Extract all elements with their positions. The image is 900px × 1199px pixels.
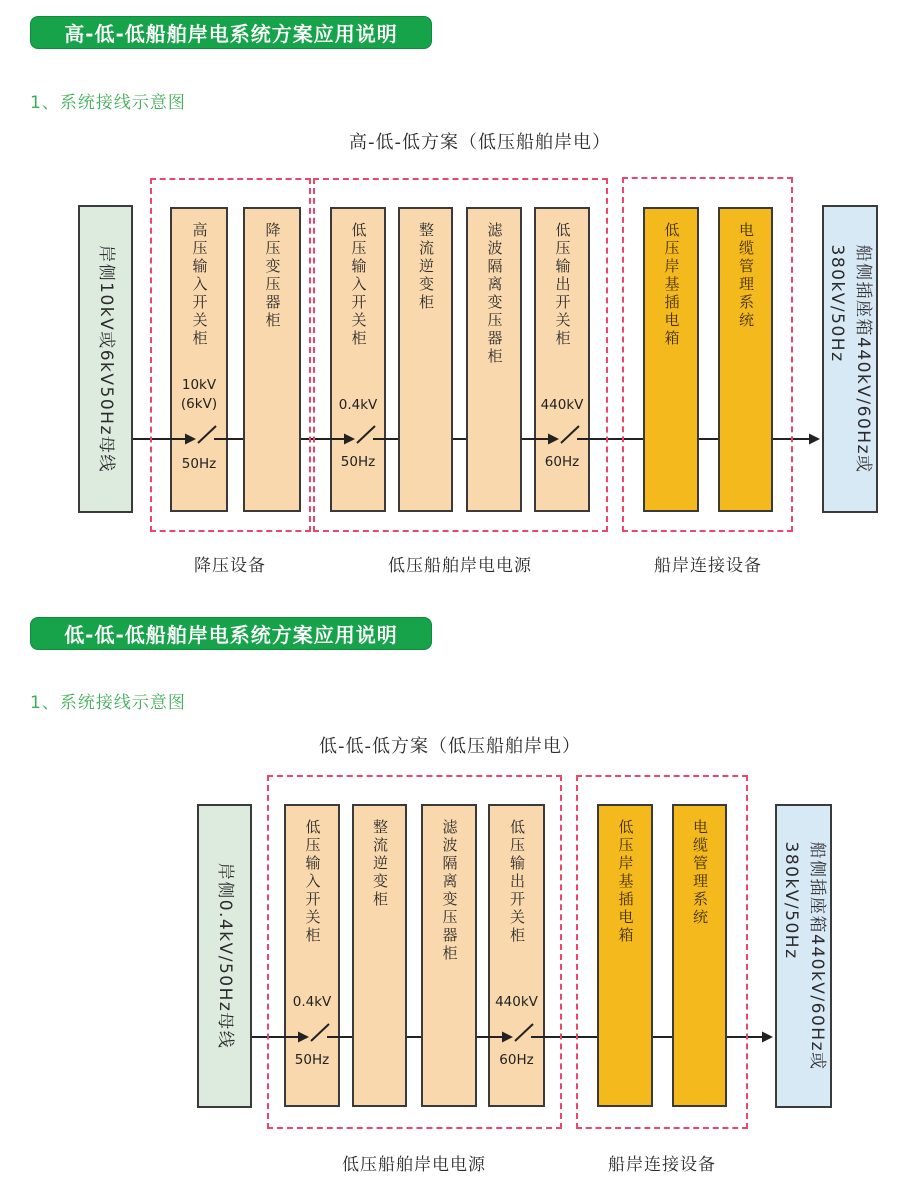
stepdown-transformer-label: 降压变压器柜 [263,222,282,330]
scheme1-diagram-title: 高-低-低方案（低压船舶岸电） [349,132,611,153]
cable-management-label: 电缆管理系统 [737,222,755,330]
scheme2-shore-bus-label: 岸侧0.4kV/50Hz母线 [214,862,235,1050]
filter-isolation-transformer-label: 滤波隔离变压器柜 [440,819,459,963]
scheme1-subheading: 1、系统接线示意图 [30,93,186,113]
hv-input-frequency-label: 50Hz [181,456,217,472]
lv-output-switchgear-label: 低压输出开关柜 [508,819,526,945]
lv-input-switchgear-label: 低压输入开关柜 [349,222,368,348]
scheme2-badge: 低-低-低船舶岸电系统方案应用说明 [30,617,432,650]
scheme1-group3-caption: 船岸连接设备 [654,556,762,576]
scheme1-group1-caption: 降压设备 [194,556,266,576]
scheme1-group2-caption: 低压船舶岸电电源 [388,556,532,576]
scheme1-shore-plug-box [643,207,699,512]
scheme2-cable-management-box [672,804,727,1107]
scheme2-shore-bus-box [197,804,252,1108]
scheme1-shore-bus-label: 岸侧10kV或6kV50Hz母线 [95,245,116,473]
scheme1-ship-socket-box [822,205,878,513]
lv-output-voltage-label: 440kV [540,397,584,413]
hv-input-switchgear-label: 高压输入开关柜 [190,222,209,348]
rectifier-inverter-label: 整流逆变柜 [371,819,389,909]
lv-output-frequency-label: 60Hz [499,1052,534,1068]
scheme1-badge: 高-低-低船舶岸电系统方案应用说明 [30,16,432,49]
shore-plug-box-label: 低压岸基插电箱 [616,819,635,945]
scheme2-rectifier-inverter-box [352,804,407,1107]
lv-output-switchgear-label: 低压输出开关柜 [553,222,572,348]
cable-management-label: 电缆管理系统 [691,819,709,927]
scheme2-shore-plug-box [597,804,653,1107]
ship-socket-label-line1: 船侧插座箱440kV/60Hz或 [853,244,873,474]
scheme2-filter-isolation-transformer-box [421,804,477,1107]
scheme1-filter-isolation-transformer-box [466,207,522,512]
scheme1-shore-bus-box [78,205,133,513]
lv-output-voltage-label: 440kV [495,994,538,1010]
scheme1-cable-management-box [718,207,773,512]
lv-input-switchgear-label: 低压输入开关柜 [303,819,322,945]
stepdown-transformer-box [243,207,301,512]
scheme2-group3-caption: 船岸连接设备 [608,1155,716,1175]
scheme2-ship-socket-box [775,804,832,1108]
scheme1-rectifier-inverter-box [398,207,453,512]
hv-input-voltage-label: 10kV (6kV) [180,377,218,412]
ship-socket-label-line2: 380kV/50Hz [780,841,801,960]
lv-input-voltage-label: 0.4kV [292,994,332,1010]
lv-output-frequency-label: 60Hz [544,454,580,470]
ship-socket-label-line1: 船侧插座箱440kV/60Hz或 [806,841,827,1071]
lv-input-frequency-label: 50Hz [294,1052,330,1068]
lv-input-frequency-label: 50Hz [340,454,376,470]
scheme2-diagram-title: 低-低-低方案（低压船舶岸电） [319,736,581,757]
ship-socket-label-line2: 380kV/50Hz [827,244,847,363]
scheme2-subheading: 1、系统接线示意图 [30,693,186,713]
shore-plug-box-label: 低压岸基插电箱 [662,222,681,348]
rectifier-inverter-label: 整流逆变柜 [417,222,435,312]
filter-isolation-transformer-label: 滤波隔离变压器柜 [485,222,504,366]
lv-input-voltage-label: 0.4kV [338,397,378,413]
scheme2-group2-caption: 低压船舶岸电电源 [342,1155,486,1175]
